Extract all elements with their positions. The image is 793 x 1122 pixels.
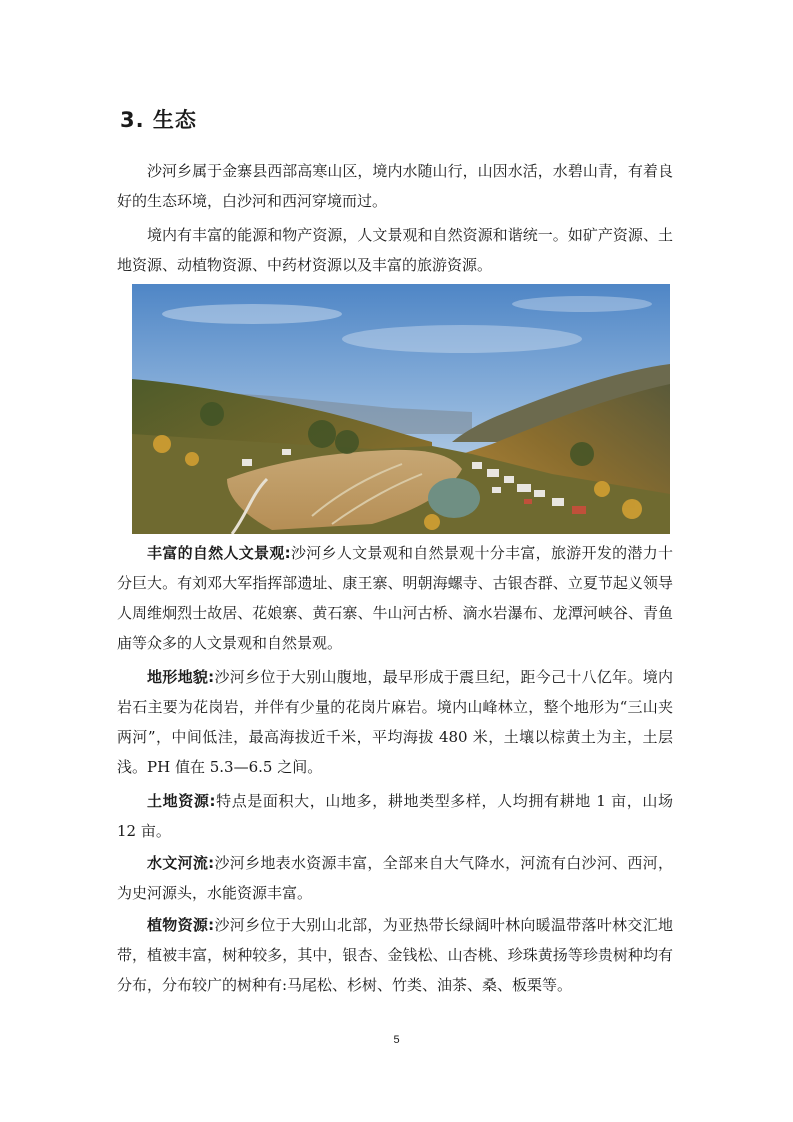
feature-paragraph-terrain	[117, 662, 673, 782]
feature-label: 水文河流:	[147, 854, 215, 872]
valley-landscape-photo	[132, 284, 670, 534]
intro-paragraph-2: 境内有丰富的能源和物产资源，人文景观和自然资源和谐统一。如矿产资源、土地资源、动植物资源、中药材资源以及丰富的旅游资源。	[117, 226, 673, 274]
feature-paragraph-landscape	[117, 538, 673, 658]
feature-text: 特点是面积大，山地多，耕地类型多样，人均拥有耕地 1 亩，山场 12 亩。	[117, 792, 673, 840]
feature-label: 植物资源:	[147, 916, 215, 934]
feature-label: 丰富的自然人文景观:	[147, 544, 291, 562]
feature-paragraph-land	[117, 786, 673, 846]
feature-text: 沙河乡位于大别山北部，为亚热带长绿阔叶林向暖温带落叶林交汇地带，植被丰富，树种较多，其中，银杏、金钱松、山杏桃、珍珠黄扬等珍贵树种均有分布，分布较广的树种有:马尾松、杉树、竹类、油茶、桑、板栗等。	[117, 916, 674, 994]
section-title: 3. 生态	[120, 108, 197, 132]
feature-label: 土地资源:	[147, 792, 216, 810]
feature-paragraph-water	[117, 848, 673, 908]
feature-paragraph-plants	[117, 910, 673, 1000]
feature-label: 地形地貌:	[147, 668, 215, 686]
feature-text: 沙河乡人文景观和自然景观十分丰富，旅游开发的潜力十分巨大。有刘邓大军指挥部遗址、康王寨、明朝海螺寺、古银杏群、立夏节起义领导人周维炯烈士故居、花娘寨、黄石寨、牛山河古桥、滴水岩瀑布、龙潭河峡谷、青鱼庙等众多的人文景观和自然景观。	[117, 544, 674, 652]
feature-text: 沙河乡位于大别山腹地，最早形成于震旦纪，距今己十八亿年。境内岩石主要为花岗岩，并伴有少量的花岗片麻岩。境内山峰林立，整个地形为“三山夹两河”，中间低洼，最高海拔近千米，平均海拔 480 米，土壤以棕黄土为主，土层浅。PH 值在 5.3—6.5 之间。	[117, 668, 674, 776]
intro-paragraph-1: 沙河乡属于金寨县西部高寒山区，境内水随山行，山因水活，水碧山青，有着良好的生态环境，白沙河和西河穿境而过。	[117, 162, 673, 210]
page-number: 5	[393, 1034, 400, 1046]
feature-text: 沙河乡地表水资源丰富，全部来自大气降水，河流有白沙河、西河，为史河源头，水能资源丰富。	[117, 854, 674, 902]
